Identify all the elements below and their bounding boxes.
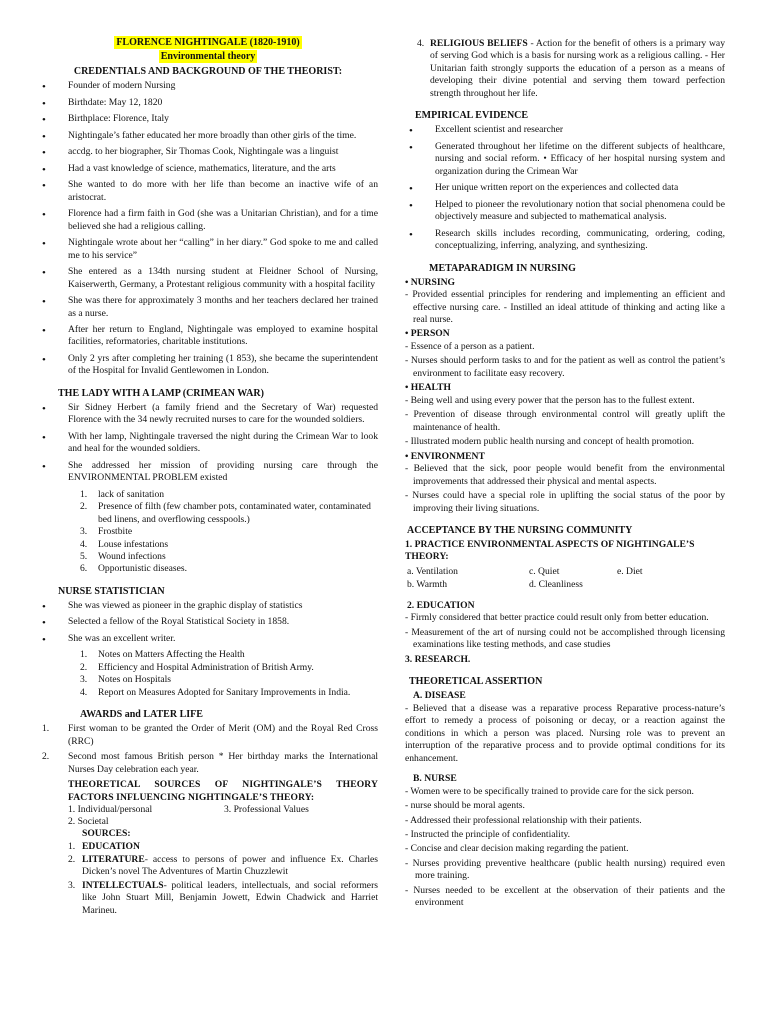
factor-item: 3. Professional Values bbox=[224, 804, 309, 816]
list-item: • She was an excellent writer. bbox=[38, 633, 378, 645]
list-item: • She was viewed as pioneer in the graphic display of statistics bbox=[38, 600, 378, 612]
aspect-item: b. Warmth bbox=[407, 578, 448, 590]
paragraph: - Essence of a person as a patient. bbox=[405, 340, 535, 352]
paragraph: - Instructed the principle of confidentiality. bbox=[405, 828, 571, 840]
list-item: • Helped to pioneer the revolutionary notion that social phenomena could be objectively measure and subjected to mathematical analysis. bbox=[405, 199, 725, 224]
aspect-item: c. Quiet bbox=[529, 565, 560, 577]
statistician-heading: NURSE STATISTICIAN bbox=[58, 585, 165, 597]
source-item: 2. LITERATURE- access to persons of power and influence Ex. Charles Dicken’s novel The Adventures of Martin Chuzzlewit bbox=[68, 853, 378, 878]
research-subheading: 3. RESEARCH. bbox=[405, 653, 471, 665]
education-subheading: 2. EDUCATION bbox=[407, 599, 475, 611]
list-item: 1. Notes on Matters Affecting the Health bbox=[80, 649, 245, 661]
metaparadigm-heading: METAPARADIGM IN NURSING bbox=[429, 262, 576, 274]
paragraph: - Women were to be specifically trained to provide care for the sick person. bbox=[405, 785, 694, 797]
list-item: • Had a vast knowledge of science, mathematics, literature, and the arts bbox=[38, 163, 378, 175]
paragraph: - Prevention of disease through environmental control will greatly uplift the maintenance of health. bbox=[405, 409, 725, 433]
paragraph: - Nurses should perform tasks to and for the patient as well as control the patient’s environment to facilitate easy recovery. bbox=[405, 355, 725, 379]
list-item: • Only 2 yrs after completing her training (1 853), she became the superintendent of the Hospital for Invalid Gentlewomen in London. bbox=[38, 353, 378, 378]
list-item: 2. Efficiency and Hospital Administration of British Army. bbox=[80, 661, 314, 673]
list-item: • Selected a fellow of the Royal Statistical Society in 1858. bbox=[38, 616, 378, 628]
paragraph: - Believed that the sick, poor people would benefit from the environmental improvements that addressed their physical and mental aspects. bbox=[405, 463, 725, 487]
paragraph: - Believed that a disease was a reparative process Reparative process-nature’s effort to remedy a process of poisoning or decay, or a reaction against the conditions in which a person was placed. Nursing role was to prevent an interruption of the reparative process and to provide optimal conditions for its enhancement. bbox=[405, 702, 725, 764]
paragraph: - Nurses providing preventive healthcare (public health nursing) required even more training. bbox=[405, 857, 725, 882]
practice-heading: 1. PRACTICE ENVIRONMENTAL ASPECTS OF NIGHTINGALE’S THEORY: bbox=[405, 539, 695, 563]
list-item: • Her unique written report on the experiences and collected data bbox=[405, 182, 725, 194]
document-title: FLORENCE NIGHTINGALE (1820-1910) bbox=[116, 37, 300, 48]
person-subheading: • PERSON bbox=[405, 328, 450, 340]
factor-item: 2. Societal bbox=[68, 816, 109, 828]
source-item: 3. INTELLECTUALS- political leaders, intellectuals, and social reformers like John Stuart Mill, Benjamin Jowett, Edwin Chadwick and Harriet Marineu. bbox=[68, 879, 378, 916]
environment-subheading: • ENVIRONMENT bbox=[405, 450, 485, 462]
religious-beliefs-item bbox=[405, 38, 725, 100]
title-block bbox=[38, 36, 378, 63]
list-item: 2. Second most famous British person * Her birthday marks the International Nurses Day celebration each year. bbox=[42, 751, 378, 775]
list-item: • Research skills includes recording, communicating, ordering, coding, conceptualizing, inferring, analyzing, and synthesizing. bbox=[405, 228, 725, 253]
list-item: • accdg. to her biographer, Sir Thomas Cook, Nightingale was a linguist bbox=[38, 146, 378, 158]
lamp-list bbox=[38, 402, 378, 485]
awards-heading: AWARDS and LATER LIFE bbox=[80, 709, 203, 721]
list-item: 4. Louse infestations bbox=[80, 538, 169, 550]
paragraph: - Addressed their professional relationship with their patients. bbox=[405, 814, 642, 826]
list-item: • Florence had a firm faith in God (she was a Unitarian Christian), and for a time believed she had a religious calling. bbox=[38, 208, 378, 233]
paragraph: - Provided essential principles for rendering and implementing an efficient and effective nursing care. - Instilled an ideal attitude of thinking and acting like a real nurse. bbox=[405, 289, 725, 325]
empirical-heading: EMPIRICAL EVIDENCE bbox=[415, 110, 529, 122]
list-item: • She was there for approximately 3 months and her teachers declared her trained as a nurse. bbox=[38, 295, 378, 320]
list-item: • Birthdate: May 12, 1820 bbox=[38, 97, 378, 109]
list-item: • Nightingale wrote about her “calling” in her diary.” God spoke to me and called me to his service” bbox=[38, 237, 378, 262]
nursing-subheading: • NURSING bbox=[405, 276, 456, 288]
source-item: 1. EDUCATION bbox=[68, 840, 140, 852]
list-item: • Founder of modern Nursing bbox=[38, 80, 378, 92]
health-subheading: • HEALTH bbox=[405, 382, 451, 394]
left-column bbox=[38, 36, 378, 918]
document-subtitle: Environmental theory bbox=[160, 51, 256, 63]
credentials-list bbox=[38, 80, 378, 377]
aspect-item: a. Ventilation bbox=[407, 565, 458, 577]
nurse-subheading: B. NURSE bbox=[413, 773, 457, 785]
disease-subheading: A. DISEASE bbox=[413, 690, 466, 702]
paragraph: - Nurses could have a special role in uplifting the social status of the poor by improving their living situations. bbox=[405, 490, 725, 514]
list-item: • Nightingale’s father educated her more broadly than other girls of the time. bbox=[38, 130, 378, 142]
aspect-item: e. Diet bbox=[617, 565, 643, 577]
list-item: • She entered as a 134th nursing student at Fleidner School of Nursing, Kaiserwerth, Germany, a Protestant religious community with a hospital facility bbox=[38, 266, 378, 291]
awards-list bbox=[38, 723, 378, 776]
paragraph: - Firmly considered that better practice could result only from better education. bbox=[405, 612, 709, 624]
factors-section bbox=[38, 779, 378, 917]
list-item: • Sir Sidney Herbert (a family friend and the Secretary of War) requested Florence with the 34 newly recruited nurses to care for the wounded soldiers. bbox=[38, 402, 378, 427]
paragraph: - Measurement of the art of nursing could not be accomplished through licensing examinations like testing methods, and case studies bbox=[405, 626, 725, 651]
list-item: 1. First woman to be granted the Order of Merit (OM) and the Royal Red Cross (RRC) bbox=[42, 723, 378, 747]
aspects-row bbox=[405, 566, 725, 579]
source-item: 4. RELIGIOUS BELIEFS - Action for the benefit of others is a primary way of serving God which is a basis for nursing work as a religious calling. - Her Unitarian faith strongly supports the education of a person as a means of developing their divine potential and serving them toward perfection strength throughout her life. bbox=[417, 38, 725, 99]
paragraph: - Concise and clear decision making regarding the patient. bbox=[405, 843, 629, 855]
list-item: 6. Opportunistic diseases. bbox=[80, 563, 187, 575]
list-item: • Birthplace: Florence, Italy bbox=[38, 113, 378, 125]
paragraph: - Being well and using every power that the person has to the fullest extent. bbox=[405, 394, 695, 406]
list-item: • After her return to England, Nightingale was employed to examine hospital facilities, reformatories, charitable institutions. bbox=[38, 324, 378, 349]
list-item: 5. Wound infections bbox=[80, 551, 166, 562]
factors-row bbox=[68, 816, 378, 828]
list-item: • She wanted to do more with her life than become an inactive wife of an aristocrat. bbox=[38, 179, 378, 204]
paragraph: - nurse should be moral agents. bbox=[405, 800, 525, 812]
sources-heading: SOURCES: bbox=[82, 828, 131, 840]
list-item: 2. Presence of filth (few chamber pots, contaminated water, contaminated bed linens, and overflowing cesspools.) bbox=[80, 501, 371, 525]
list-item: • With her lamp, Nightingale traversed the night during the Crimean War to look and heal for the wounded soldiers. bbox=[38, 431, 378, 456]
list-item: 4. Report on Measures Adopted for Sanitary Improvements in India. bbox=[80, 686, 351, 698]
empirical-list bbox=[405, 124, 725, 252]
list-item: • She addressed her mission of providing nursing care through the ENVIRONMENTAL PROBLEM existed bbox=[38, 460, 378, 485]
credentials-heading: CREDENTIALS AND BACKGROUND OF THE THEORIST: bbox=[73, 66, 343, 78]
writings-list bbox=[38, 649, 378, 699]
paragraph: - Illustrated modern public health nursing and concept of health promotion. bbox=[405, 436, 695, 448]
list-item: • Excellent scientist and researcher bbox=[405, 124, 725, 136]
statistician-list bbox=[38, 600, 378, 645]
aspects-row bbox=[405, 579, 725, 592]
acceptance-heading: ACCEPTANCE BY THE NURSING COMMUNITY bbox=[407, 525, 633, 536]
factors-row bbox=[68, 804, 378, 816]
list-item: • Generated throughout her lifetime on the different subjects of healthcare, nursing and social reform. • Efficacy of her hospital nursing system and organization during the Crimean War bbox=[405, 141, 725, 178]
assertion-heading: THEORETICAL ASSERTION bbox=[409, 676, 543, 688]
environmental-problems-list bbox=[38, 489, 378, 576]
right-column bbox=[405, 38, 725, 912]
factor-item: 1. Individual/personal bbox=[68, 804, 153, 816]
aspect-item: d. Cleanliness bbox=[529, 578, 583, 590]
list-item: 1. lack of sanitation bbox=[80, 488, 165, 500]
paragraph: - Nurses needed to be excellent at the observation of their patients and the environment bbox=[405, 884, 725, 909]
lamp-heading: THE LADY WITH A LAMP (CRIMEAN WAR) bbox=[58, 387, 264, 399]
list-item: 3. Notes on Hospitals bbox=[80, 674, 172, 686]
list-item: 3. Frostbite bbox=[80, 526, 133, 538]
factors-heading: THEORETICAL SOURCES OF NIGHTINGALE’S THEORY FACTORS INFLUENCING NIGHTINGALE’S THEORY: bbox=[68, 779, 378, 803]
